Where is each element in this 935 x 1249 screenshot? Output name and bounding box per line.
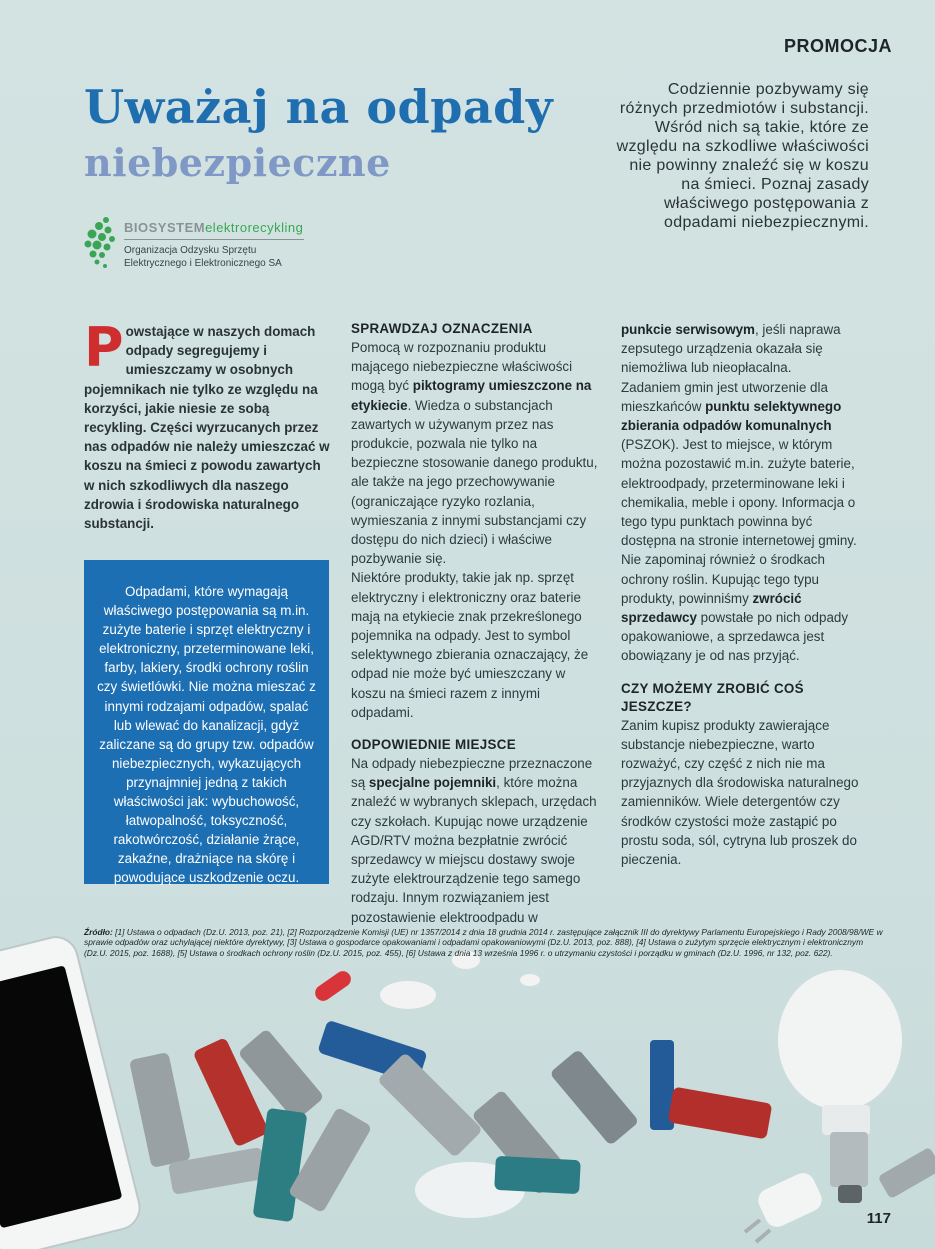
heading-czy-mozemy: CZY MOŻEMY ZROBIĆ COŚ JESZCZE? <box>621 680 804 714</box>
paragraph: punkcie serwisowym, jeśli naprawa zepsutego urządzenia okazała się niemożliwa lub nieopłacalna. <box>621 322 841 376</box>
plug-icon <box>745 1169 826 1242</box>
info-box <box>84 560 329 884</box>
section-label: PROMOCJA <box>783 36 892 56</box>
logo-name-bold: BIOSYSTEM <box>124 220 206 235</box>
page-title: Uważaj na odpady <box>84 80 554 134</box>
paragraph: Niektóre produkty, takie jak np. sprzęt elektryczny i elektroniczny oraz baterie mają na etykiecie znak przekreślonego pojemnika na odpady. Jest to symbol selektywnego zbierania oznaczający, że odpad nie może być umieszczany w koszu na śmieci razem z innymi odpadami. <box>351 570 589 720</box>
batteries-photo <box>0 920 935 1249</box>
sources-label: Źródło: <box>84 927 113 937</box>
paragraph: Pomocą w rozpoznaniu produktu mającego niebezpieczne właściwości mogą być piktogramy umieszczone na etykiecie. Wiedza o substancjach zawartych w używanym przez nas produkcie, pozwala nie tylko na bezpieczne stosowanie danego produktu, ale także na jego przechowywanie (ograniczające ryzyko rozlania, wymieszania z innymi substancjami czy dostępu do nich dzieci) i właściwe pozbywanie się. <box>351 340 598 567</box>
sources-footnote <box>84 927 884 958</box>
heading-odpowiednie: ODPOWIEDNIE MIEJSCE <box>351 737 516 753</box>
logo-desc-line-2: Elektrycznego i Elektronicznego SA <box>124 258 282 269</box>
info-box-text: Odpadami, które wymagają właściwego postępowania są m.in. zużyte baterie i sprzęt elektryczny i elektroniczny, przeterminowane leki, farby, lakiery, środki ochrony roślin czy świetlówki. Nie można mieszać z innymi rodzajami odpadów, spalać lub wlewać do kanalizacji, gdyż zaliczane są do grupy tzw. odpadów niebezpiecznych, wykazujących przynajmniej jedną z takich właściwości jak: wybuchowość, łatwopalność, toksyczność, rakotwórczość, działanie żrące, zakaźne, drażniące na skórę i powodujące uszkodzenie oczu. <box>97 584 316 886</box>
logo-name-light: elektrorecykling <box>205 220 304 235</box>
paragraph: Zanim kupisz produkty zawierające substancje niebezpieczne, warto rozważyć, czy część z nich nie ma przyjaznych dla środowiska naturalnego zamienników. Wiele detergentów czy środków czystości może zastąpić po prostu soda, sól, cytryna lub proszek do pieczenia. <box>621 717 859 868</box>
paragraph: Na odpady niebezpieczne przeznaczone są specjalne pojemniki, które można znaleźć w wybranych sklepach, urzędach czy szkołach. Kupując nowe urządzenie AGD/RTV można bezpłatnie zwrócić sprzedawcy w miejscu dostawy swoje zużyte elektrourządzenie tego samego rodzaju. Innym rozwiązaniem jest pozostawienie elektroodpadu w <box>351 756 597 925</box>
sources-text: [1] Ustawa o odpadach (Dz.U. 2013, poz. 21), [2] Rozporządzenie Komisji (UE) nr 1357/2014 z dnia 18 grudnia 2014 r. zastępujące załącznik III do dyrektywy Parlamentu Europejskiego i Rady 2008/98/WE w sprawie odpadów oraz uchylającej niektóre dyrektywy, [3] Ustawa o gospodarce opakowaniami i odpadami opakowaniowymi (Dz.U. 2013, poz. 888), [4] Ustawa o zużytym sprzęcie elektrycznym i elektronicznym (Dz.U. 2015, poz. 1688), [5] Ustawa o środkach ochrony roślin (Dz.U. 2015, poz. 455), [6] Ustawa z dnia 13 września 1996 r. o utrzymaniu czystości i porządku w gminach (Dz.U. 1996, nr 132, poz. 622). <box>84 927 883 958</box>
paragraph: Zadaniem gmin jest utworzenie dla mieszkańców punktu selektywnego zbierania odpadów komunalnych (PSZOK). Jest to miejsce, w którym można pozostawić m.in. zużyte baterie, elektroodpady, przeterminowane leki i chemikalia, meble i opony. Informacja o tego typu punktach powinna być dostępna na stronie internetowej gminy. Nie zapominaj również o środkach ochrony roślin. Kupując tego typu produkty, powinniśmy zwrócić sprzedawcy powstałe po nich odpady opakowaniowe, a sprzedawca jest obowiązany je od nas przyjąć. <box>621 379 857 664</box>
page-subtitle: niebezpieczne <box>84 140 391 185</box>
page-number: 117 <box>866 1210 891 1227</box>
drop-cap: P <box>84 316 124 379</box>
leaf-dots-icon <box>84 214 120 270</box>
intro-paragraph <box>84 316 330 533</box>
light-bulb-icon <box>778 970 902 1203</box>
smartphone-icon <box>0 933 144 1249</box>
heading-sprawdzaj: SPRAWDZAJ OZNACZENIA <box>351 321 533 336</box>
lead-paragraph: Codziennie pozbywamy się różnych przedmiotów i substancji. Wśród nich są takie, które ze względu na szkodliwe właściwości nie powinny znaleźć się w koszu na śmieci. Poznaj zasady właściwego postępowania z odpadami niebezpiecznymi. <box>616 81 869 231</box>
logo-description <box>124 244 282 270</box>
logo-divider <box>124 239 304 240</box>
logo-wordmark <box>124 220 303 235</box>
intro-text: owstające w naszych domach odpady segregujemy i umieszczamy w osobnych pojemnikach nie tylko ze względu na korzyści, jakie niesie ze sobą recykling. Części wyrzucanych przez nas odpadów nie należy umieszczać w koszu na śmieci z powodu zawartych w nich szkodliwych dla naszego zdrowia i środowiska naturalnego substancji. <box>84 324 330 532</box>
logo-desc-line-1: Organizacja Odzysku Sprzętu <box>124 245 257 256</box>
biosystem-logo <box>84 214 344 276</box>
article-column-3 <box>621 320 871 869</box>
article-column-2 <box>351 320 599 927</box>
